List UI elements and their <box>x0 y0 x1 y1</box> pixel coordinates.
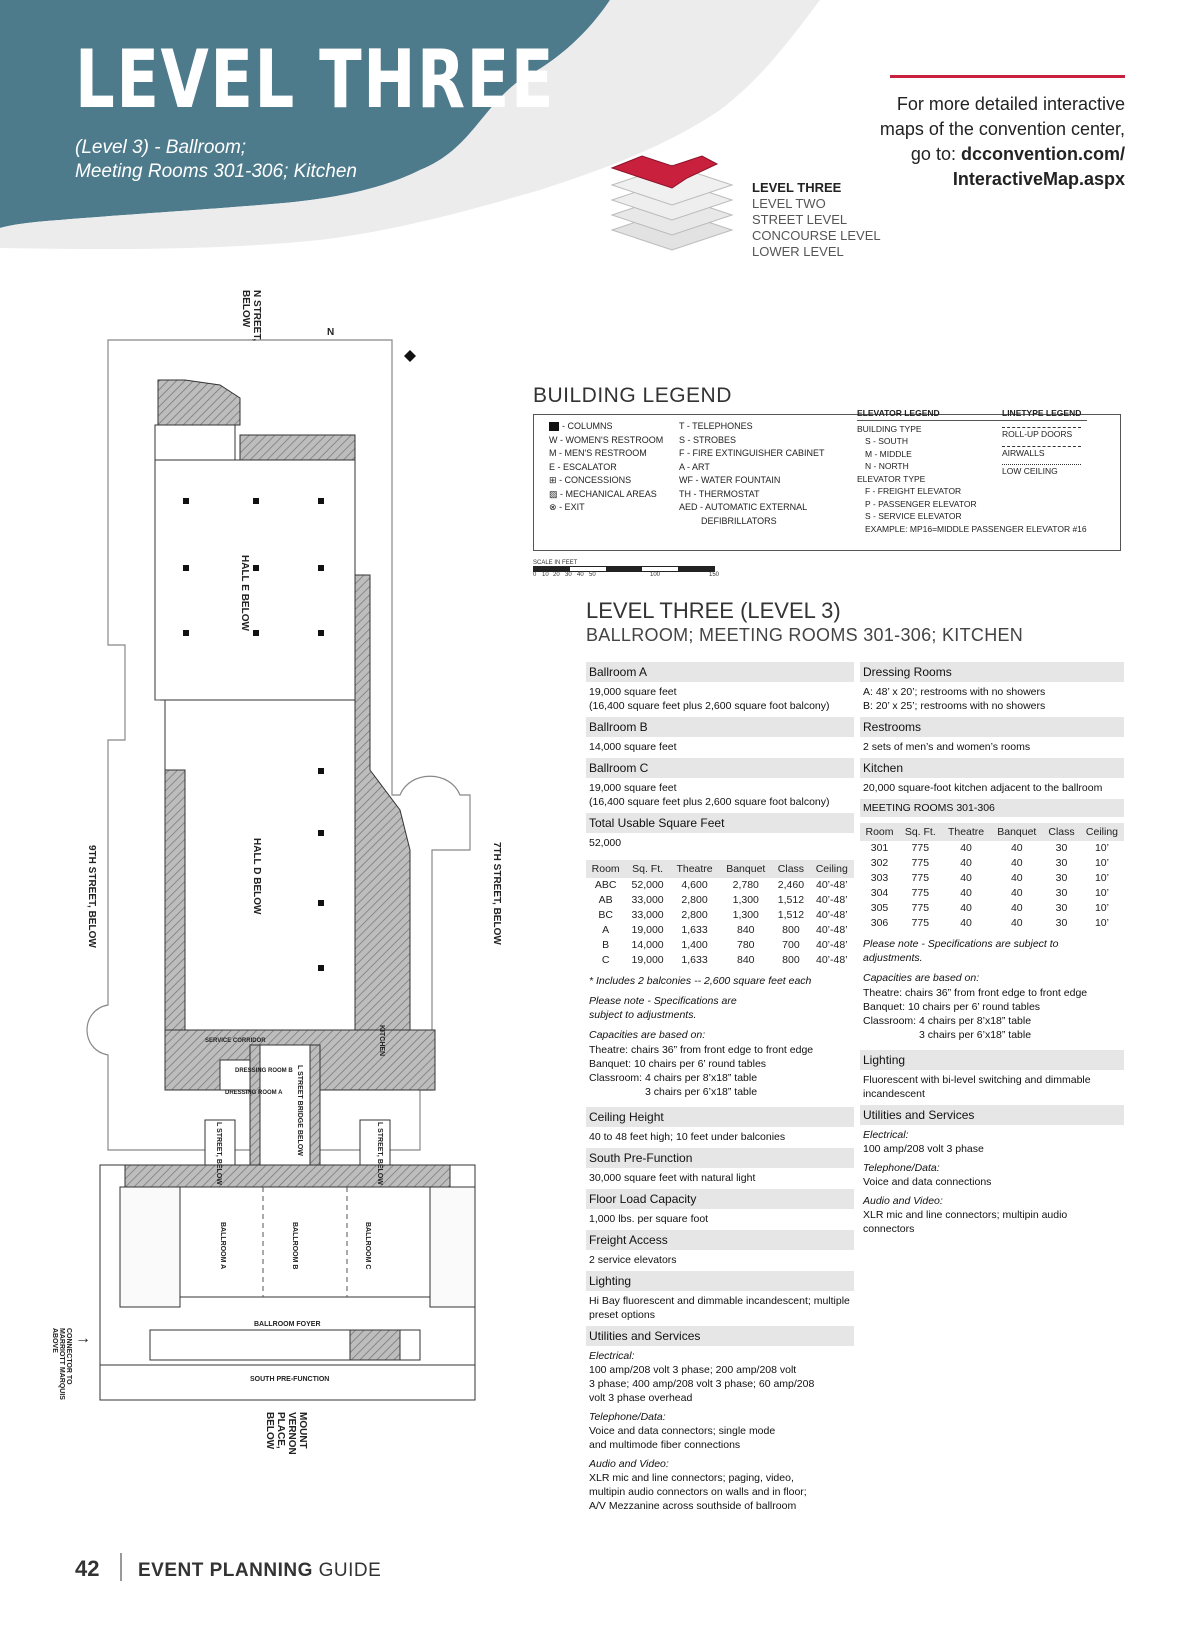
kitchen-text: 20,000 square-foot kitchen adjacent to the ballroom <box>863 782 1103 794</box>
seventh-street-label: 7TH STREET, BELOW <box>491 842 502 945</box>
footer-divider <box>120 1553 122 1581</box>
page-subtitle <box>75 136 357 184</box>
dressing-room-a-label: DRESSING ROOM A <box>225 1090 283 1096</box>
legend-entry: ⊗ - EXIT <box>549 502 585 512</box>
table-row: 303 775 40 40 30 10’ <box>870 872 1109 884</box>
subtitle-line-1: (Level 3) - Ballroom; <box>75 137 247 158</box>
legend-codes: T - TELEPHONES S - STROBES F - FIRE EXTINGUISHER CABINET A - ART WF - WATER FOUNTAIN TH - THERMOSTAT AED - AUTOMATIC EXTERNAL DEFIBRILLATORS <box>679 421 825 526</box>
specs-right-column <box>860 662 1124 1240</box>
electrical-text: Electrical: 100 amp/208 volt 3 phase; 200 amp/208 volt 3 phase; 400 amp/208 volt 3 phase; 60 amp/208 volt 3 phase overhead <box>589 1350 815 1404</box>
more-info-line-2: maps of the convention center, <box>879 119 1125 139</box>
l-street-right-label: L STREET, BELOW <box>376 1122 383 1185</box>
ballroom-c-heading: Ballroom C <box>586 758 854 778</box>
table-row: 301 775 40 40 30 10’ <box>870 842 1109 854</box>
table-row: AB 33,000 2,800 1,300 1,512 40’-48’ <box>598 894 848 906</box>
av-text: Audio and Video: XLR mic and line connectors; paging, video, multipin audio connectors on walls and in floor; A/V Mezzanine across southside of ballroom <box>589 1458 807 1512</box>
ninth-street-label: 9TH STREET, BELOW <box>86 845 97 948</box>
ballroom-a-text: 19,000 square feet (16,400 square feet plus 2,600 square foot balcony) <box>589 686 830 712</box>
mount-vernon-label: MOUNT VERNON PLACE, BELOW <box>264 1412 308 1455</box>
dressing-room-b-label: DRESSING ROOM B <box>235 1068 293 1074</box>
section-subtitle: BALLROOM; MEETING ROOMS 301-306; KITCHEN <box>586 625 1024 645</box>
legend-symbols <box>549 420 663 515</box>
utilities-heading: Utilities and Services <box>860 1105 1124 1125</box>
ballroom-b-label: BALLROOM B <box>291 1222 298 1270</box>
table-row: ABC 52,000 4,600 2,780 2,460 40’-48’ <box>594 879 848 891</box>
accent-rule <box>890 75 1125 78</box>
meeting-room-table <box>860 823 1124 931</box>
ballroom-c-label: BALLROOM C <box>364 1222 371 1270</box>
scale-ticks: 0 10 20 30 40 50 100 150 <box>533 572 720 578</box>
dressing-rooms-heading: Dressing Rooms <box>860 662 1124 682</box>
kitchen-label: KITCHEN <box>378 1025 385 1057</box>
floor-load-heading: Floor Load Capacity <box>586 1189 854 1209</box>
ballroom-a-label: BALLROOM A <box>219 1222 226 1270</box>
capacities-heading: Capacities are based on: <box>863 972 980 984</box>
table-row: A 19,000 1,633 840 800 40’-48’ <box>602 924 848 936</box>
legend-entry: M - MEN'S RESTROOM <box>549 448 647 458</box>
hall-d-label: HALL D BELOW <box>251 838 262 915</box>
capacities-heading: Capacities are based on: <box>589 1029 706 1041</box>
electrical-text: Electrical: 100 amp/208 volt 3 phase <box>863 1129 984 1155</box>
south-prefunction-label: SOUTH PRE-FUNCTION <box>250 1376 330 1383</box>
balcony-note: * Includes 2 balconies -- 2,600 square feet each <box>589 975 812 987</box>
table-header-row: Room Sq. Ft. Theatre Banquet Class Ceiling <box>586 860 854 878</box>
ballroom-b-text: 14,000 square feet <box>589 741 677 753</box>
ballroom-b-heading: Ballroom B <box>586 717 854 737</box>
subtitle-line-2: Meeting Rooms 301-306; Kitchen <box>75 161 357 182</box>
connector-arrow-icon: → <box>75 1330 91 1347</box>
table-row: 302 775 40 40 30 10’ <box>870 857 1109 869</box>
lighting-heading: Lighting <box>860 1050 1124 1070</box>
service-corridor-label: SERVICE CORRIDOR <box>205 1038 266 1044</box>
ballroom-foyer-label: BALLROOM FOYER <box>254 1321 321 1328</box>
floor-plan <box>80 290 520 1490</box>
ceiling-heading: Ceiling Height <box>586 1107 854 1127</box>
lighting-text: Hi Bay fluorescent and dimmable incandescent; multiple preset options <box>589 1295 850 1321</box>
publication-name: EVENT PLANNING GUIDE <box>138 1560 382 1581</box>
more-info-text <box>825 92 1125 192</box>
freight-heading: Freight Access <box>586 1230 854 1250</box>
level-item: LEVEL TWO <box>752 196 826 211</box>
column-icon <box>549 422 559 431</box>
dressing-rooms-text: A: 48’ x 20’; restrooms with no showers B: 20’ x 25’; restrooms with no showers <box>863 686 1046 712</box>
table-row: B 14,000 1,400 780 700 40’-48’ <box>602 939 848 951</box>
spec-note: Please note - Specifications are subject to adjustments. <box>589 995 737 1021</box>
total-text: 52,000 <box>589 837 622 849</box>
level-item: STREET LEVEL <box>752 212 848 227</box>
page-title: LEVEL THREE <box>75 33 556 126</box>
ceiling-text: 40 to 48 feet high; 10 feet under balconies <box>589 1131 786 1143</box>
restrooms-text: 2 sets of men’s and women’s rooms <box>863 741 1031 753</box>
capacities-text: Theatre: chairs 36” from front edge to front edge Banquet: 10 chairs per 6’ round tables Classroom: 4 chairs per 8’x18” table 3 chairs per 6’x18” table <box>863 987 1088 1041</box>
spec-note: Please note - Specifications are subject to adjustments. <box>863 938 1059 964</box>
table-row: 306 775 40 40 30 10’ <box>870 917 1109 929</box>
elevator-legend: ELEVATOR LEGEND BUILDING TYPE S - SOUTH M - MIDDLE N - NORTH ELEVATOR TYPE F - FREIGHT ELEVATOR P - PASSENGER ELEVATOR S - SERVICE ELEVATOR EXAMPLE: MP16=MIDDLE PASSENGER ELEVATOR #16 <box>857 408 1087 534</box>
legend-entry: W - WOMEN'S RESTROOM <box>549 434 664 445</box>
level-stack-graphic <box>612 156 732 250</box>
l-street-left-label: L STREET, BELOW <box>215 1122 222 1185</box>
interactive-map-link-2[interactable]: InteractiveMap.aspx <box>952 169 1125 189</box>
utilities-heading: Utilities and Services <box>586 1326 854 1346</box>
level-stack-list <box>752 180 881 260</box>
total-heading: Total Usable Square Feet <box>586 813 854 833</box>
table-header-row: Room Sq. Ft. Theatre Banquet Class Ceiling <box>860 823 1124 841</box>
telephone-text: Telephone/Data: Voice and data connectors; single mode and multimode fiber connections <box>589 1411 776 1451</box>
floor-load-text: 1,000 lbs. per square foot <box>589 1213 709 1225</box>
table-row: BC 33,000 2,800 1,300 1,512 40’-48’ <box>598 909 848 921</box>
ballroom-capacity-table <box>586 860 854 968</box>
lighting-text: Fluorescent with bi-level switching and dimmable incandescent <box>863 1074 1091 1100</box>
connector-label: CONNECTOR TO MARRIOTT MARQUIS ABOVE <box>51 1328 72 1400</box>
restrooms-heading: Restrooms <box>860 717 1124 737</box>
n-street-label: N STREET, BELOW <box>240 290 262 342</box>
scale-bar <box>533 560 723 580</box>
exit-icon: ⊗ <box>549 502 557 512</box>
concessions-icon: ⊞ <box>549 475 557 485</box>
legend-entry: ⊞ - CONCESSIONS <box>549 475 632 485</box>
l-street-bridge-label: L STREET BRIDGE BELOW <box>296 1065 303 1156</box>
mechanical-icon: ▨ <box>549 488 558 499</box>
av-text: Audio and Video: XLR mic and line connectors; multipin audio connectors <box>863 1195 1068 1235</box>
table-row: 305 775 40 40 30 10’ <box>870 902 1109 914</box>
building-legend <box>533 408 1121 551</box>
specs-left-column <box>586 662 854 1517</box>
south-prefunction-heading: South Pre-Function <box>586 1148 854 1168</box>
level-item: CONCOURSE LEVEL <box>752 228 881 243</box>
table-row: C 19,000 1,633 840 800 40’-48’ <box>601 954 848 966</box>
freight-text: 2 service elevators <box>589 1254 677 1266</box>
interactive-map-link[interactable]: dcconvention.com/ <box>960 144 1125 164</box>
level-item: LOWER LEVEL <box>752 244 844 259</box>
level-item: LEVEL THREE <box>752 180 842 195</box>
telephone-text: Telephone/Data: Voice and data connections <box>863 1162 992 1188</box>
table-row: 304 775 40 40 30 10’ <box>870 887 1109 899</box>
ballroom-a-heading: Ballroom A <box>586 662 854 682</box>
legend-entry: - COLUMNS <box>549 420 663 434</box>
more-info-line-1: For more detailed interactive <box>896 94 1125 114</box>
legend-entry: ▨ - MECHANICAL AREAS <box>549 488 657 499</box>
ballroom-c-text: 19,000 square feet (16,400 square feet plus 2,600 square foot balcony) <box>589 782 830 808</box>
south-prefunction-text: 30,000 square feet with natural light <box>589 1172 756 1184</box>
capacities-text: Theatre: chairs 36” from front edge to front edge Banquet: 10 chairs per 6’ round tables Classroom: 4 chairs per 8’x18” table 3 chairs per 6’x18” table <box>589 1044 814 1098</box>
scale-label: SCALE IN FEET <box>533 560 578 566</box>
legend-entry: E - ESCALATOR <box>549 461 617 472</box>
section-title: LEVEL THREE (LEVEL 3) <box>586 598 841 623</box>
linetype-legend: LINETYPE LEGEND ROLL-UP DOORS AIRWALLS LOW CEILING <box>1002 408 1082 476</box>
meeting-rooms-heading: MEETING ROOMS 301-306 <box>860 799 1124 817</box>
hall-e-label: HALL E BELOW <box>239 555 250 631</box>
kitchen-heading: Kitchen <box>860 758 1124 778</box>
more-info-line-3: go to: <box>910 144 961 164</box>
lighting-heading: Lighting <box>586 1271 854 1291</box>
legend-title: BUILDING LEGEND <box>533 384 732 407</box>
page-number: 42 <box>75 1556 100 1581</box>
north-label: N <box>327 327 335 338</box>
